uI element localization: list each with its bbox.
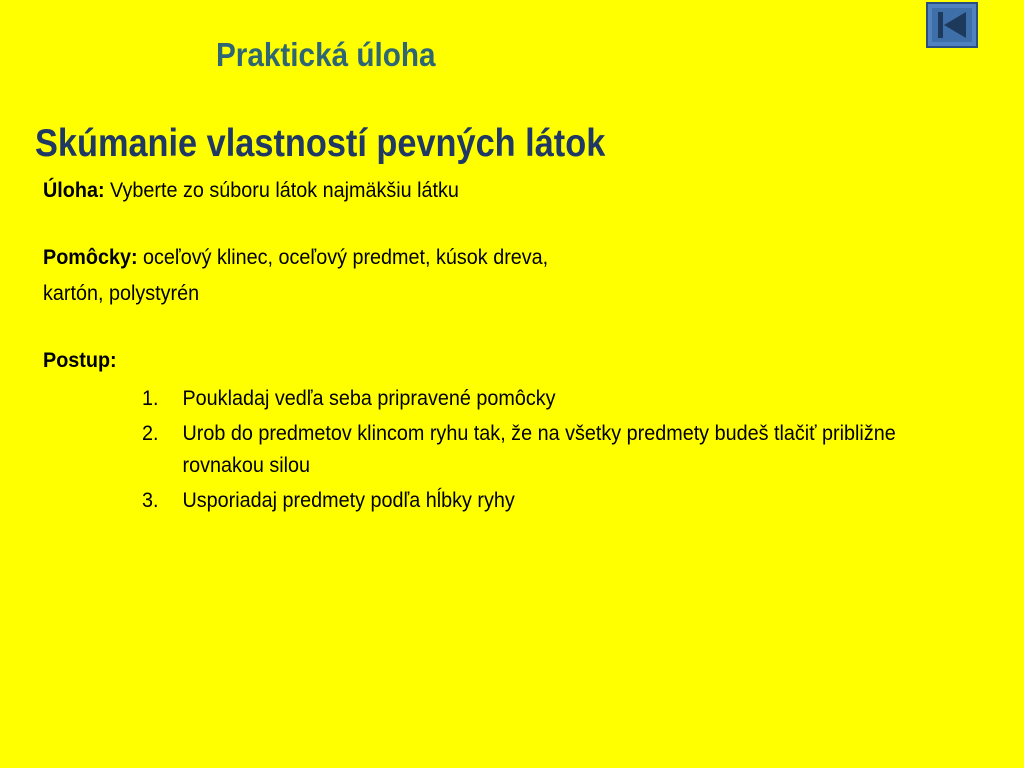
list-item [142, 382, 918, 414]
step-text: Urob do predmetov klincom ryhu tak, že na všetky predmety budeš tlačiť približne rovnakou silou [182, 421, 896, 477]
back-button[interactable] [926, 2, 978, 48]
step-number: 1. [142, 386, 159, 410]
step-text: Poukladaj vedľa seba pripravené pomôcky [182, 386, 556, 410]
list-item [142, 484, 918, 516]
section-title: Praktická úloha [216, 36, 436, 73]
tools-text-line2: kartón, polystyrén [43, 281, 200, 305]
step-number: 2. [142, 421, 159, 445]
task-line [43, 178, 459, 203]
page-title: Skúmanie vlastností pevných látok [35, 122, 606, 165]
tools-text-line1: oceľový klinec, oceľový predmet, kúsok dreva, [137, 245, 549, 269]
step-number: 3. [142, 488, 159, 512]
back-to-start-icon [932, 7, 972, 43]
task-label: Úloha: [43, 178, 105, 202]
list-item [142, 417, 918, 481]
procedure-steps [142, 382, 918, 519]
procedure-label [43, 348, 117, 373]
tools-line [43, 245, 548, 270]
tools-label: Pomôcky: [43, 245, 138, 269]
task-text: Vyberte zo súboru látok najmäkšiu látku [104, 178, 459, 202]
procedure-label-text: Postup: [43, 348, 117, 372]
step-text: Usporiadaj predmety podľa hĺbky ryhy [182, 488, 515, 512]
